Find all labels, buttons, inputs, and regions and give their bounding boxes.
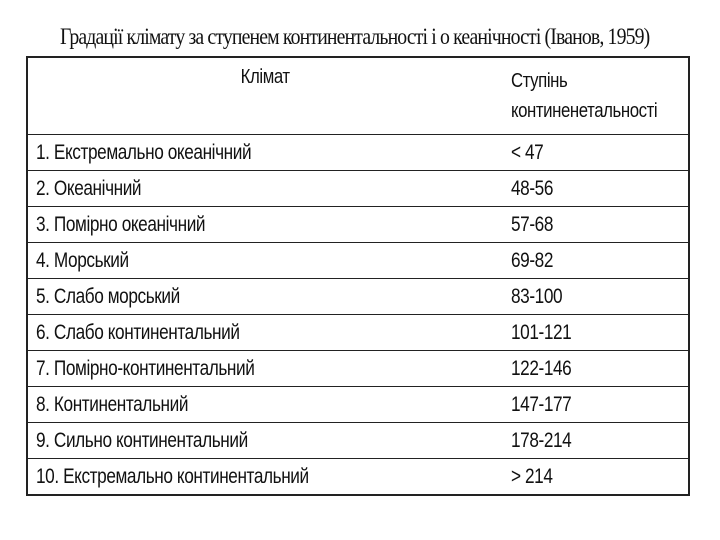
climate-cell — [28, 171, 503, 207]
header-climate — [28, 58, 503, 135]
table-title: Градації клімату за ступенем континентальності і о кеанічності (Іванов, 1959) — [60, 24, 650, 49]
degree-value: < 47 — [511, 140, 544, 164]
table-row — [28, 387, 688, 423]
degree-cell — [503, 351, 688, 387]
climate-cell — [28, 207, 503, 243]
table-row — [28, 171, 688, 207]
climate-label: 8. Континентальний — [36, 392, 189, 416]
degree-value: 101-121 — [511, 320, 572, 344]
table-row — [28, 423, 688, 459]
climate-cell — [28, 279, 503, 315]
degree-value: 69-82 — [511, 248, 553, 272]
climate-label: 9. Сильно континентальний — [36, 428, 248, 452]
climate-cell — [28, 387, 503, 423]
climate-cell — [28, 423, 503, 459]
header-degree — [503, 58, 688, 135]
climate-label: 4. Морський — [36, 248, 129, 272]
table-row — [28, 135, 688, 171]
climate-cell — [28, 135, 503, 171]
degree-cell — [503, 387, 688, 423]
degree-cell — [503, 135, 688, 171]
table-row — [28, 207, 688, 243]
degree-cell — [503, 171, 688, 207]
header-degree-line2: континенетальності — [511, 100, 658, 122]
climate-label: 7. Помірно-континентальний — [36, 356, 255, 380]
table-header-row — [28, 58, 688, 135]
table-row — [28, 351, 688, 387]
degree-cell — [503, 315, 688, 351]
climate-label: 3. Помірно океанічний — [36, 212, 206, 236]
table-row — [28, 243, 688, 279]
table-row — [28, 459, 688, 495]
degree-cell — [503, 243, 688, 279]
degree-value: 57-68 — [511, 212, 553, 236]
header-climate-label: Клімат — [240, 66, 291, 88]
climate-table — [26, 56, 690, 496]
climate-label: 2. Океанічний — [36, 176, 142, 200]
degree-cell — [503, 279, 688, 315]
header-degree-line1: Ступінь — [511, 70, 568, 92]
table-row — [28, 279, 688, 315]
degree-value: 83-100 — [511, 284, 563, 308]
climate-label: 5. Слабо морський — [36, 284, 180, 308]
degree-value: 122-146 — [511, 356, 572, 380]
degree-value: 48-56 — [511, 176, 553, 200]
climate-cell — [28, 243, 503, 279]
degree-value: > 214 — [511, 464, 553, 488]
climate-table-grid — [28, 58, 688, 494]
table-row — [28, 315, 688, 351]
degree-value: 147-177 — [511, 392, 572, 416]
climate-label: 1. Екстремально океанічний — [36, 140, 252, 164]
degree-cell — [503, 459, 688, 495]
degree-cell — [503, 207, 688, 243]
climate-cell — [28, 315, 503, 351]
climate-cell — [28, 459, 503, 495]
climate-label: 6. Слабо континентальний — [36, 320, 240, 344]
degree-cell — [503, 423, 688, 459]
climate-cell — [28, 351, 503, 387]
climate-label: 10. Екстремально континентальний — [36, 464, 309, 488]
degree-value: 178-214 — [511, 428, 572, 452]
